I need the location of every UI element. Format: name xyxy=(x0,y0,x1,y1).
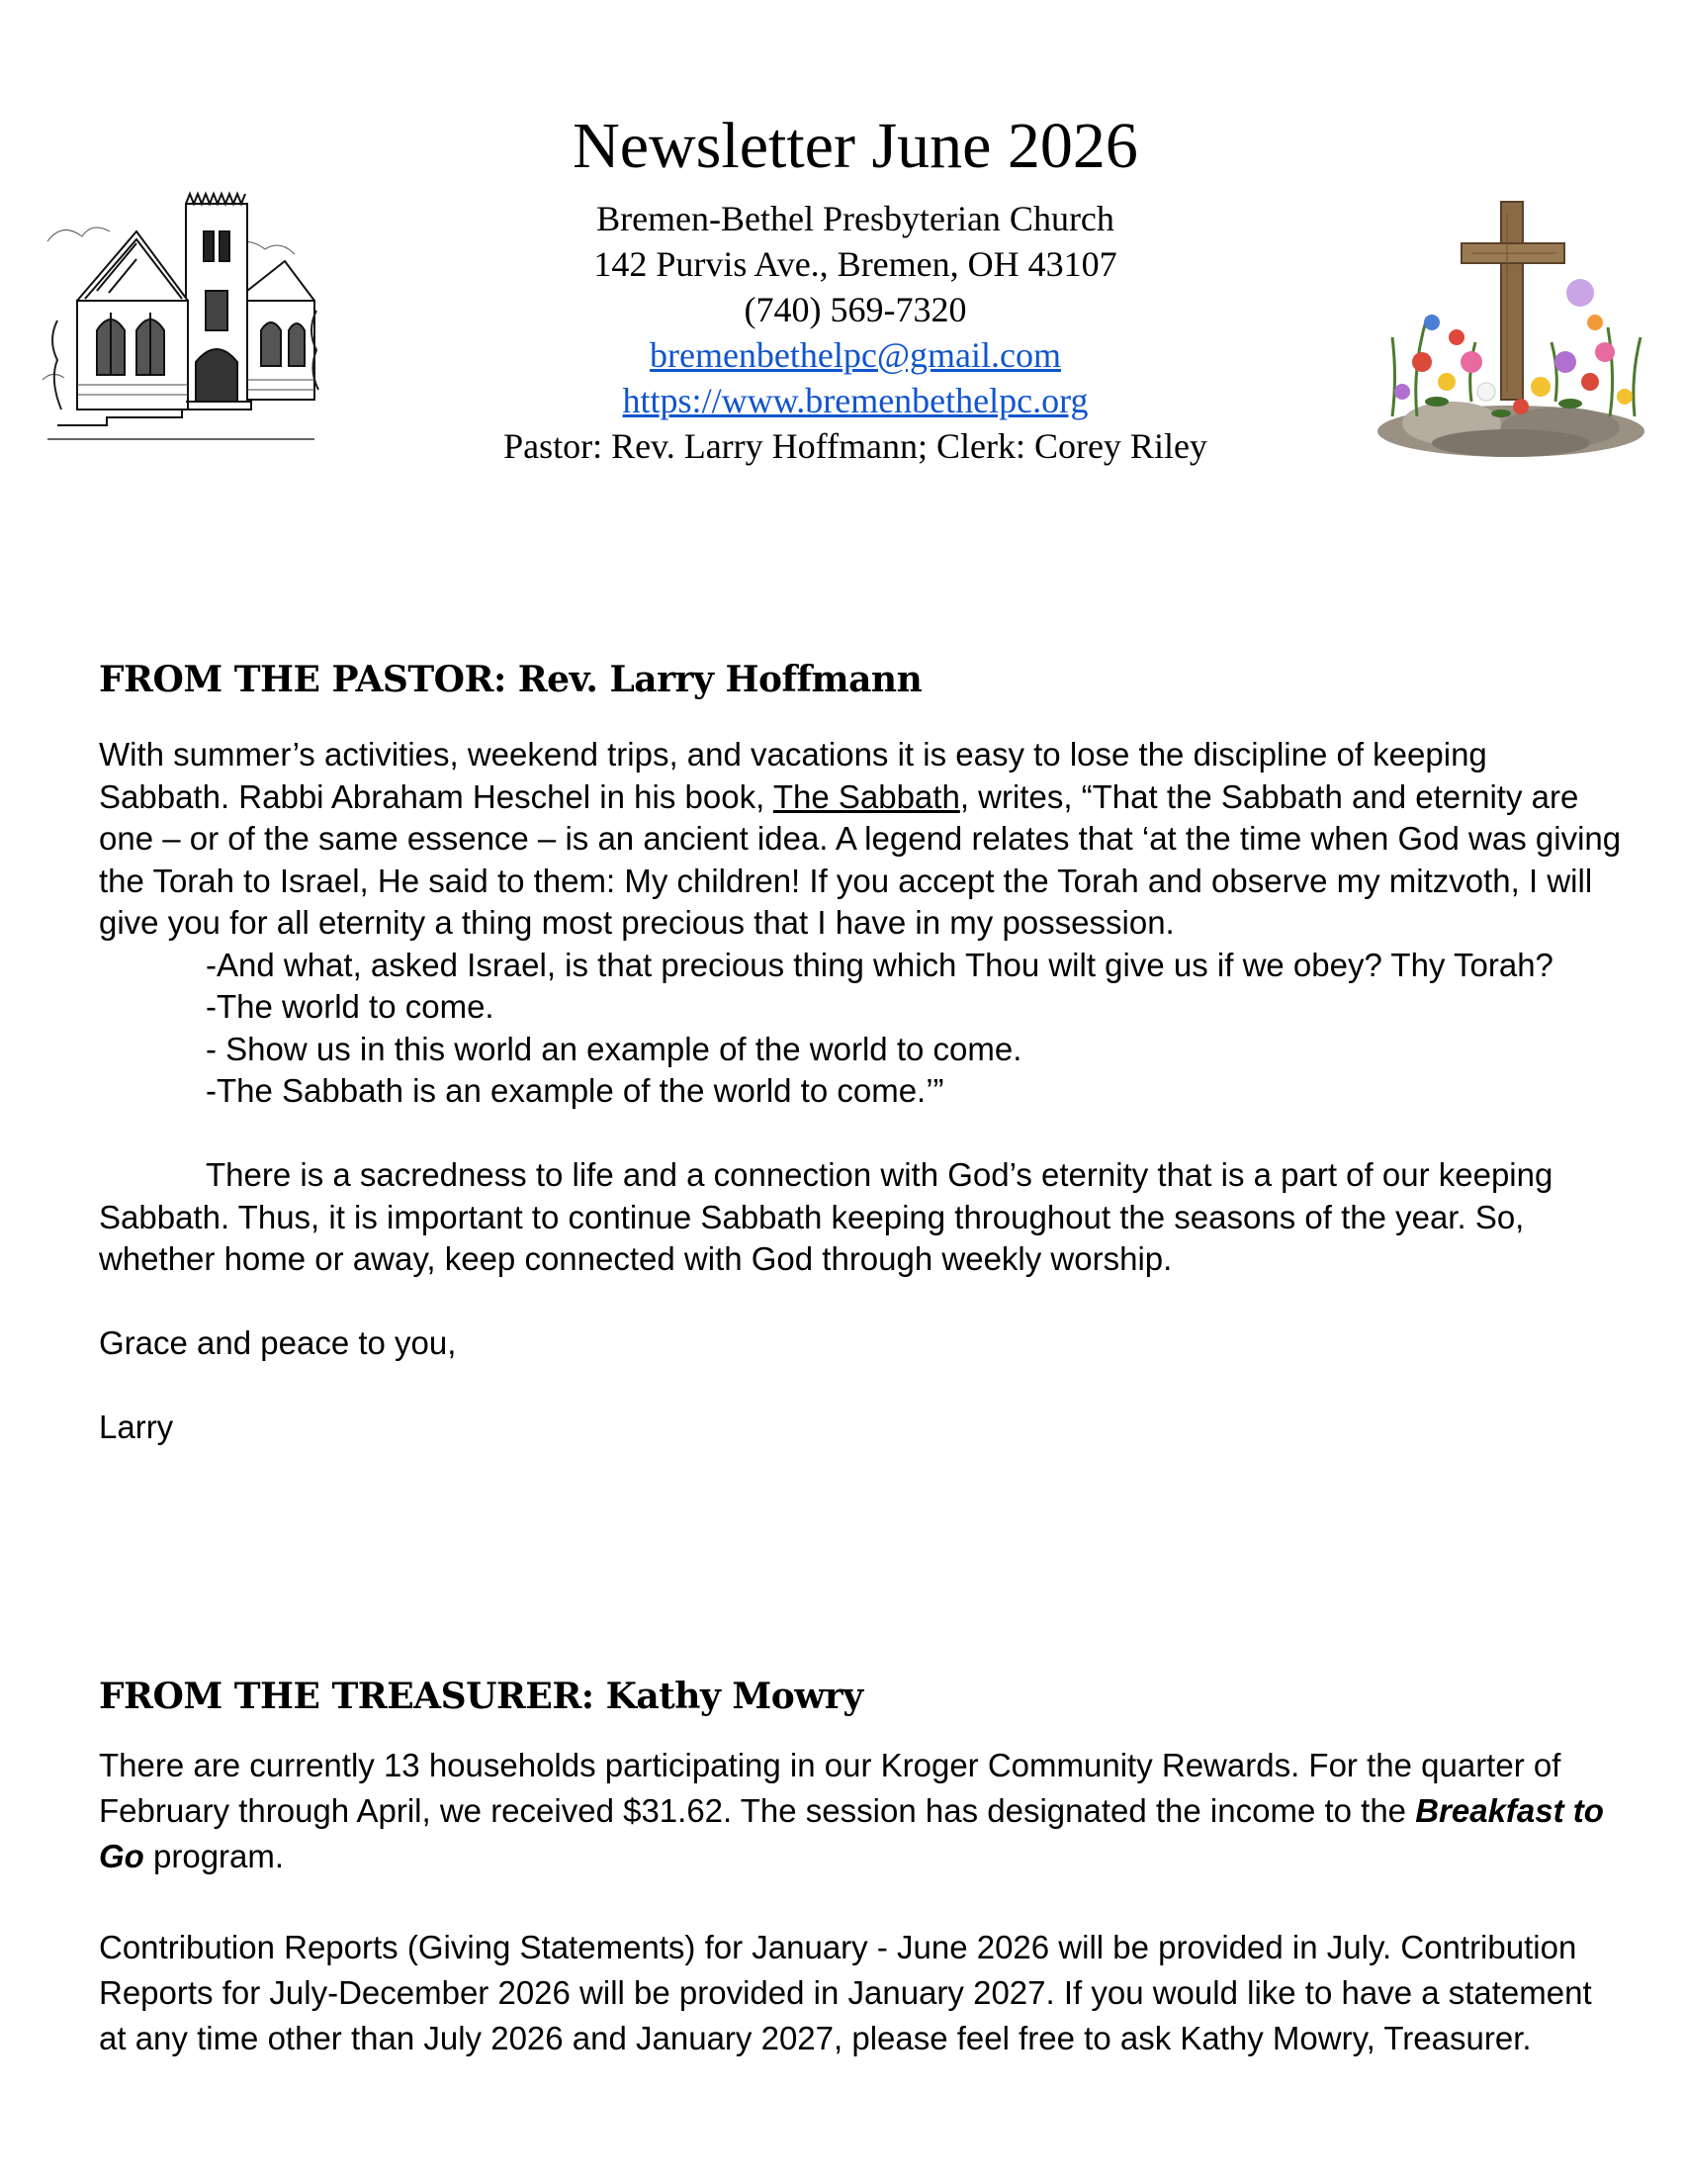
book-title: The Sabbath xyxy=(772,777,960,815)
church-illustration xyxy=(38,182,324,461)
newsletter-title: Newsletter June 2026 xyxy=(573,110,1138,182)
staff-line: Pastor: Rev. Larry Hoffmann; Clerk: Corey Riley xyxy=(503,426,1207,466)
newsletter-header xyxy=(0,0,1685,514)
pastor-p1-text-cont: , writes, “That the Sabbath and eternity are one – or of the same essence – is an ancient idea. A legend relates that ‘at the time when God was giving the Torah to Israel, He said to them: My children! If you accept the Torah and observe my mitzvoth, I will give you for all eternity a thing most precious that I have in my possession. xyxy=(99,777,1622,941)
church-address: 142 Purvis Ave., Bremen, OH 43107 xyxy=(593,244,1117,284)
pastor-paragraph-1 xyxy=(99,734,1622,945)
dialogue-line: -And what, asked Israel, is that precious thing which Thou wilt give us if we obey? Thy Torah? xyxy=(206,946,1553,983)
pastor-body xyxy=(99,734,1622,1449)
church-phone: (740) 569-7320 xyxy=(744,290,967,329)
dialogue-line: -The Sabbath is an example of the world to come.’” xyxy=(206,1072,944,1109)
website-link[interactable]: https://www.bremenbethelpc.org xyxy=(622,381,1089,420)
treasurer-p1-text: There are currently 13 households participating in our Kroger Community Rewards. For the quarter of February through April, we received $31.62. The session has designated the income to the xyxy=(99,1747,1561,1829)
email-link[interactable]: bremenbethelpc@gmail.com xyxy=(649,335,1061,375)
dialogue-block xyxy=(99,945,1622,1113)
pastor-section xyxy=(99,657,1622,1449)
program-name: Breakfast to Go xyxy=(99,1792,1604,1874)
dialogue-line: -The world to come. xyxy=(206,988,494,1025)
treasurer-body xyxy=(99,1743,1622,2061)
pastor-closing: Grace and peace to you, xyxy=(99,1324,457,1361)
treasurer-heading: FROM THE TREASURER: Kathy Mowry xyxy=(99,1676,863,1717)
pastor-heading: FROM THE PASTOR: Rev. Larry Hoffmann xyxy=(99,659,923,700)
treasurer-paragraph-2: Contribution Reports (Giving Statements) for January - June 2026 will be provided in July. Contribution Reports for July-December 2026 will be provided in January 2027. If you would like to have a statement at any time other than July 2026 and January 2027, please feel free to ask Kathy Mowry, Treasurer. xyxy=(99,1929,1592,2056)
pastor-p1-text: With summer’s activities, weekend trips, and vacations it is easy to lose the discipline of keeping Sabbath. Rabbi Abraham Heschel in his book, xyxy=(99,736,1487,815)
treasurer-paragraph-1 xyxy=(99,1743,1622,1879)
dialogue-line: - Show us in this world an example of the world to come. xyxy=(206,1030,1022,1067)
treasurer-p1-text-cont: program. xyxy=(143,1838,285,1874)
pastor-paragraph-2: There is a sacredness to life and a connection with God’s eternity that is a part of our keeping Sabbath. Thus, it is important to continue Sabbath keeping throughout the seasons of the year. So, whether home or away, keep connected with God through weekly worship. xyxy=(99,1156,1553,1277)
header-info xyxy=(415,107,1295,469)
treasurer-section xyxy=(99,1674,1622,2061)
pastor-signature: Larry xyxy=(99,1409,174,1445)
cross-flowers-illustration xyxy=(1363,194,1659,463)
church-name: Bremen-Bethel Presbyterian Church xyxy=(596,199,1114,238)
